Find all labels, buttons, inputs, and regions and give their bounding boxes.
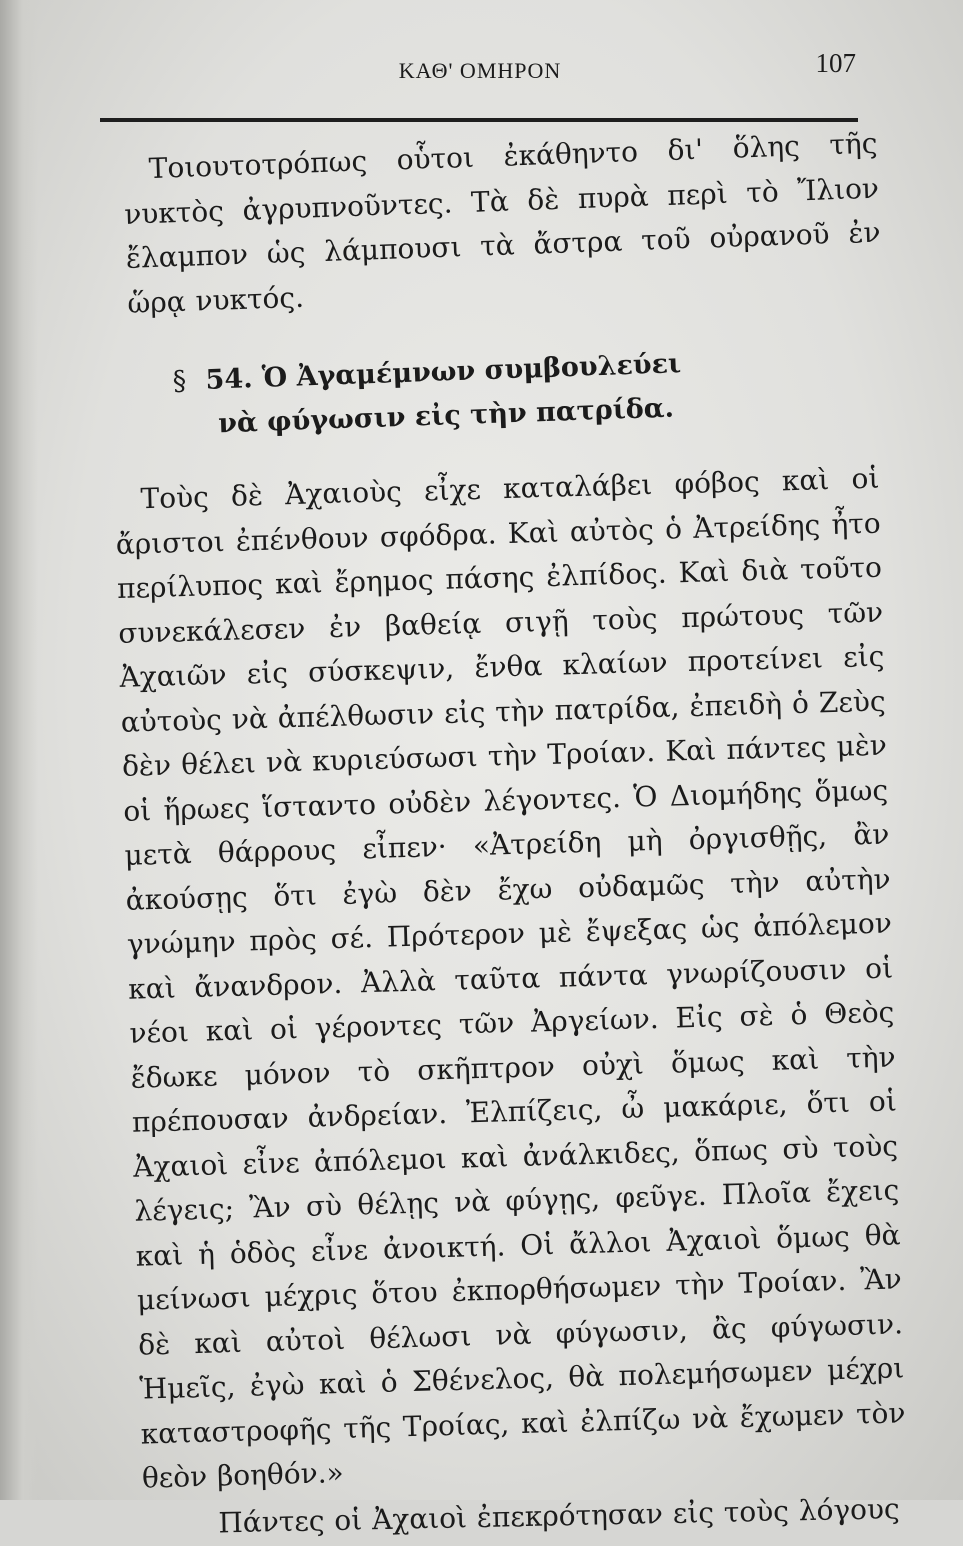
paragraph-1: Τοιουτοτρόπως οὗτοι ἐκάθηντο δι' ὅλης τῆς νυκτὸς ἀγρυπνοῦντες. Τὰ δὲ πυρὰ περὶ τὸ Ἴλιον ἔλαμπον ὡς λάμπουσι τὰ ἄστρα τοῦ οὐρανοῦ ἐν ὥρᾳ νυκτός. <box>123 126 881 320</box>
section-heading <box>172 338 815 448</box>
section-title-line1: Ὁ Ἀγαμέμνων συμβουλεύει <box>261 348 682 394</box>
section-number: 54. <box>205 363 254 396</box>
paragraph-2: Τοὺς δὲ Ἀχαιοὺς εἶχε καταλάβει φόβος καὶ οἱ ἄριστοι ἐπένθουν σφόδρα. Καὶ αὐτὸς ὁ Ἀτρείδης ἦτο περίλυπος καὶ ἔρημος πάσης ἐλπίδος. Καὶ διὰ τοῦτο συνεκάλεσεν ἐν βαθείᾳ σιγῇ τοὺς πρώτους τῶν Ἀχαιῶν εἰς σύσκεψιν, ἔνθα κλαίων προτείνει εἰς αὐτοὺς νὰ ἀπέλθωσιν εἰς τὴν πατρίδα, ἐπειδὴ ὁ Ζεὺς δὲν θέλει νὰ κυριεύσωσι τὴν Τροίαν. Καὶ πάντες μὲν οἱ ἥρωες ἵσταντο οὐδὲν λέγοντες. Ὁ Διομήδης ὅμως μετὰ θάρρους εἶπεν· «Ἀτρείδη μὴ ὀργισθῇς, ἂν ἀκούσῃς ὅτι ἐγὼ δὲν ἔχω οὐδαμῶς τὴν αὐτὴν γνώμην πρὸς σέ. Πρότερον μὲ ἔψεξας ὡς ἀπόλεμον καὶ ἄνανδρον. Ἀλλὰ ταῦτα πάντα γνωρίζουσιν οἱ νέοι καὶ οἱ γέροντες τῶν Ἀργείων. Εἰς σὲ ὁ Θεὸς ἔδωκε μόνον τὸ σκῆπτρον οὐχὶ ὅμως καὶ τὴν πρέπουσαν ἀνδρείαν. Ἐλπίζεις, ὦ μακάριε, ὅτι οἱ Ἀχαιοὶ εἶνε ἀπόλεμοι καὶ ἀνάλκιδες, ὅπως σὺ τοὺς λέγεις; Ἂν σὺ θέλῃς νὰ φύγῃς, φεῦγε. Πλοῖα ἔχεις καὶ ἡ ὁδὸς εἶνε ἀνοικτή. Οἱ ἄλλοι Ἀχαιοὶ ὅμως θὰ μείνωσι μέχρις ὅτου ἐκπορθήσωμεν τὴν Τροίαν. Ἂν δὲ καὶ αὐτοὶ θέλωσι νὰ φύγωσιν, ἂς φύγωσιν. Ἡμεῖς, ἐγὼ καὶ ὁ Σθένελος, θὰ πολεμήσωμεν μέχρι καταστροφῆς τῆς Τροίας, καὶ ἐλπίζω νὰ ἔχωμεν τὸν θεὸν βοηθόν.» <box>115 461 906 1495</box>
header-rule <box>100 118 858 122</box>
paragraph-3: Πάντες οἱ Ἀχαιοὶ ἐπεκρότησαν εἰς τοὺς λόγους <box>218 1491 901 1539</box>
section-title-line2: νὰ φύγωσιν εἰς τὴν πατρίδα. <box>217 392 675 440</box>
running-header <box>100 48 860 90</box>
body-text <box>112 126 906 1546</box>
section-sign: § <box>172 365 187 397</box>
page-number: 107 <box>815 48 856 78</box>
running-title: ΚΑΘ' ΟΜΗΡΟΝ <box>398 58 562 83</box>
